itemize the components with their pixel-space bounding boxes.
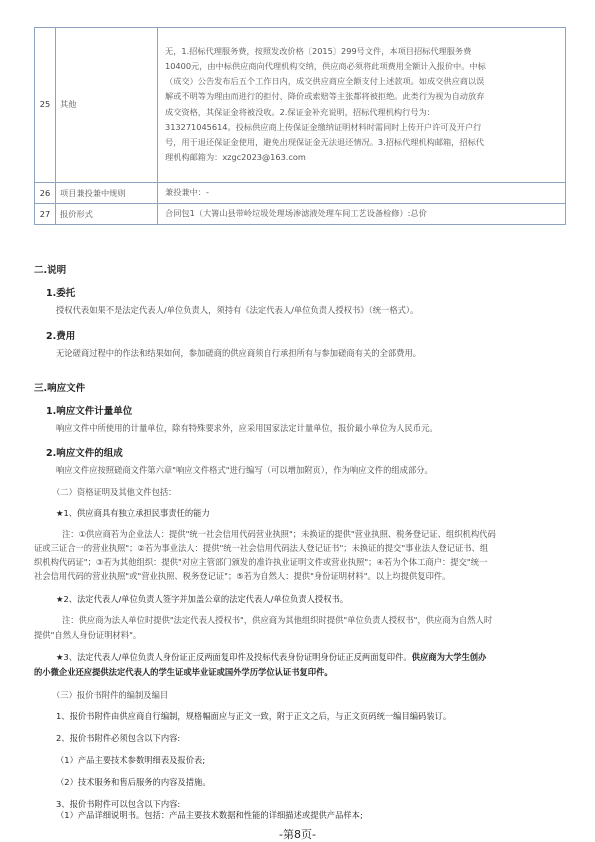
requirement-item: ★2、法定代表人/单位负责人签字并加盖公章的法定代表人/单位负责人授权书。 bbox=[56, 594, 349, 604]
paragraph: 响应文件应按照磋商文件第六章"响应文件格式"进行编写（可以增加附页），作为响应文件的组成部分。 bbox=[56, 465, 433, 475]
paragraph: （三）报价书附件的编制及编目 bbox=[52, 690, 169, 700]
requirement-item: ★1、供应商具有独立承担民事责任的能力 bbox=[56, 508, 210, 518]
row-number: 25 bbox=[35, 28, 56, 183]
row-value-line: 号，用于退还保证金使用，避免出现保证金无法退还情况。3.招标代理机构邮箱，招标代 bbox=[165, 136, 484, 147]
paragraph: （2）技术服务和售后服务的内容及措施。 bbox=[56, 777, 211, 787]
requirement-item bbox=[56, 650, 486, 666]
row-label: 项目兼投兼中规则 bbox=[56, 183, 158, 204]
paragraph: 1、报价书附件由供应商自行编制，规格幅面应与正文一致，附于正文之后，与正文页码统一编目编码装订。 bbox=[56, 711, 452, 721]
row-number: 27 bbox=[35, 204, 56, 225]
note-line: 提供"自然人身份证明材料"。 bbox=[34, 630, 142, 640]
row-value: 兼投兼中：- bbox=[158, 183, 566, 204]
subsection-title-units: 1.响应文件计量单位 bbox=[46, 406, 133, 417]
row-label: 报价形式 bbox=[56, 204, 158, 225]
paragraph: （二）资格证明及其他文件包括： bbox=[52, 487, 177, 497]
note-line: 注：供应商为法人单位时提供"法定代表人授权书"，供应商为其他组织时提供"单位负责人授权书"，供应商为自然人时 bbox=[62, 615, 493, 625]
section-title-response-file: 三.响应文件 bbox=[34, 383, 86, 394]
note-line: 证或三证合一的营业执照"；②若为事业法人：提供"统一社会信用代码法人登记证书"；未换证的提交"事业法人登记证书、组 bbox=[34, 543, 489, 553]
note-line: 织机构代码证"；③若为其他组织：提供"对应主管部门颁发的准许执业证明文件或营业执照"；④若为个体工商户：提交"统一 bbox=[34, 557, 488, 567]
row-number: 26 bbox=[35, 183, 56, 204]
paragraph: 响应文件中所使用的计量单位，除有特殊要求外，应采用国家法定计量单位，报价最小单位为人民币元。 bbox=[56, 423, 438, 433]
paragraph: 3、报价书附件可以包含以下内容: bbox=[56, 799, 181, 809]
paragraph: 2、报价书附件必须包含以下内容: bbox=[56, 733, 181, 743]
row-value-line: 理机构邮箱为：xzgc2023@163.com bbox=[165, 152, 306, 163]
row-value-line: 313271045614。投标供应商上传保证金缴纳证明材料时需同时上传开户许可及开户行 bbox=[165, 121, 482, 132]
row-value-line: 解或不明等为理由而进行的拒付、降价或索赔等主张都将被拒绝。此类行为视为自动放弃 bbox=[165, 91, 485, 102]
paragraph: 授权代表如果不是法定代表人/单位负责人，须持有《法定代表人/单位负责人授权书》（统一格式）。 bbox=[56, 305, 419, 315]
section-title-explanation: 二.说明 bbox=[34, 265, 67, 276]
subsection-title-fees: 2.费用 bbox=[46, 331, 76, 342]
subsection-title-composition: 2.响应文件的组成 bbox=[46, 448, 123, 459]
row-value-line: 成交资格，其保证金将被没收。2.保证金补充说明，招标代理机构行号为： bbox=[165, 106, 435, 117]
row-value-line: 无，1.招标代理服务费，按照发改价格〔2015〕299号文件，本项目招标代理服务费 bbox=[165, 45, 472, 56]
note-line: 注：①供应商若为企业法人：提供"统一社会信用代码营业执照"；未换证的提供"营业执照、税务登记证、组织机构代码 bbox=[62, 529, 496, 539]
paragraph: 无论磋商过程中的作法和结果如何，参加磋商的供应商须自行承担所有与参加磋商有关的全部费用。 bbox=[56, 348, 422, 358]
row-value: 合同包1（大箐山县带岭垃圾处理场渗滤液处理车间工艺设备检修）:总价 bbox=[158, 204, 566, 225]
note-line: 社会信用代码的营业执照"或"营业执照、税务登记证"；⑤若为自然人：提供"身份证明材料"。以上均提供复印件。 bbox=[34, 571, 451, 581]
page-number: -第8页- bbox=[279, 828, 316, 841]
row-label: 其他 bbox=[56, 28, 158, 183]
requirement-text: ★3、法定代表人/单位负责人身份证正反两面复印件及投标代表身份证明身份证正反两面复印件。 bbox=[56, 652, 412, 662]
requirement-emphasis: 的小微企业还应提供法定代表人的学生证或毕业证或国外学历学位认证书复印件。 bbox=[34, 667, 333, 677]
subsection-title-delegation: 1.委托 bbox=[46, 288, 76, 299]
row-value-line: （成交）公告发布后五个工作日内，成交供应商应全额支付上述款项。如成交供应商以误 bbox=[165, 76, 485, 87]
paragraph: （1）产品主要技术参数明细表及报价表; bbox=[56, 755, 206, 765]
paragraph: （1）产品详细说明书。包括：产品主要技术数据和性能的详细描述或提供产品样本; bbox=[56, 810, 363, 820]
requirement-emphasis: 供应商为大学生创办 bbox=[411, 652, 487, 662]
row-value-line: 10400元，由中标供应商向代理机构交纳，供应商必须将此项费用全额计入报价中。中标 bbox=[165, 60, 486, 71]
